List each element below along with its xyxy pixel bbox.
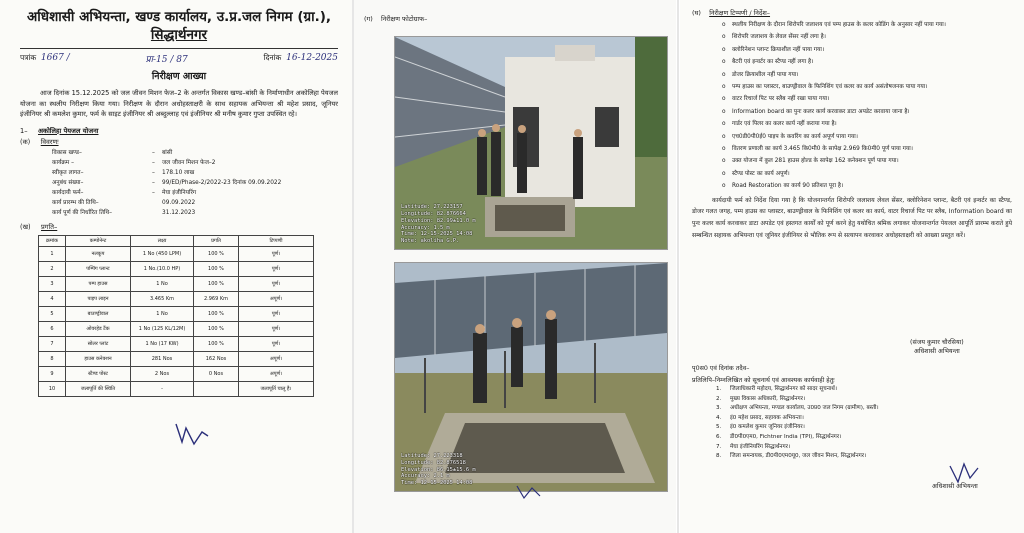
photo-1-geotag (401, 204, 476, 245)
sub-a-title: विवरणः (40, 137, 59, 146)
detail-value: जल जीवन मिशन फेज–2 (162, 159, 216, 166)
direction-paragraph: कार्यदायी फर्म को निर्देश दिया गया है कि योजनान्तर्गत शिरोपरि जलाशय लेवल सेंसर, क्लोरिनेशन प्लान्ट, बैटरी एवं इन्वर्टर का स्टैण्ड, डोजर गलत जगह, पम्प हाउस का प्लास्टर, बाउण्ड्रीवाल के फिनिशिंग एवं कलर का कार्य, वाटर रिचार्ज पिट पर स्लैब, Information board का पुनः कलर कार्य करवाकर डाटा अपडेट एवं हस्तगत कार्यों को पूर्ण करने हेतु यथोचित श्रमिक लगाकर योजनान्तर्गत पेयजल आपूर्ति प्रारम्भ कराते हुये सम्बन्धित सहायक अभियन्ता एवं जूनियर इंजीनियर से भौतिक रूप से सत्यापन करवाकर अधोहस्ताक्षरी को आख्या प्रस्तुत करें। (692, 196, 1012, 240)
table-cell: 281 Nos (131, 351, 194, 366)
detail-sep: – (152, 159, 155, 166)
sub-b-title: प्रगति– (41, 222, 58, 231)
list-item: 2. मुख्य विकास अधिकारी, सिद्धार्थनगर। (716, 395, 1012, 405)
list-item: o स्टैण्ड पोस्ट का कार्य अपूर्ण। (722, 168, 1012, 180)
table-cell: पम्पिंग प्लान्ट (66, 261, 131, 276)
table-cell: पूर्ण। (239, 306, 314, 321)
cc-recipient: अधीक्षण अभियन्ता, मण्डल कार्यालय, उ0प्र0 जल निगम (ग्रामीण), बस्ती। (730, 405, 879, 412)
office-header-line1: अधिशासी अभियन्ता, खण्ड कार्यालय, उ.प्र.जल निगम (ग्रा.), (26, 9, 332, 25)
detail-value: 31.12.2023 (162, 209, 196, 216)
details-list (34, 148, 338, 218)
table-cell: 10 (39, 381, 66, 396)
table-cell: 2.969 Km (194, 291, 239, 306)
list-item: 6. डी0पी0एम0, Fichtner India (TPI), सिद्धार्थनगर। (716, 433, 1012, 443)
table-cell: 100 % (194, 276, 239, 291)
table-cell: हाउस कनेक्शन (66, 351, 131, 366)
section-1-title: अकोलिहा पेयजल योजना (37, 126, 99, 135)
cc-recipient: मुख्य विकास अधिकारी, सिद्धार्थनगर। (730, 395, 806, 402)
table-cell: बाउण्ड्रीवाल (66, 306, 131, 321)
detail-row (34, 208, 338, 218)
table-cell: 5 (39, 306, 66, 321)
list-item: o वितरण प्रणाली का कार्य 3.465 कि0मी0 के सापेक्ष 2.969 कि0मी0 पूर्ण पाया गया। (722, 143, 1012, 155)
detail-label: कार्यदायी फर्म– (52, 189, 84, 196)
table-cell: ओवरहेड टैंक (66, 321, 131, 336)
sub-b-heading (20, 222, 338, 231)
table-cell: पूर्ण। (239, 246, 314, 261)
table-cell: 3 (39, 276, 66, 291)
detail-value: मेघा इंजीनियरिंग (162, 189, 197, 196)
table-cell: पूर्ण। (239, 336, 314, 351)
cc-recipient: जिलाधिकारी महोदय, सिद्धार्थनगर को सादर सूचनार्थ। (730, 386, 837, 392)
geotag-line: Time: 12-15-2025 14:08 (401, 231, 473, 238)
detail-sep (152, 208, 162, 218)
detail-value: बांसी (162, 149, 173, 156)
list-item: 3. अधीक्षण अभियन्ता, मण्डल कार्यालय, उ0प्र0 जल निगम (ग्रामीण), बस्ती। (716, 404, 1012, 414)
office-header-line2: सिद्धार्थनगर (150, 27, 208, 43)
photos-label: (ग) (364, 15, 373, 23)
site-photo-pump-house (394, 36, 668, 250)
table-cell: 1 No (450 LPM) (131, 246, 194, 261)
photos-heading (364, 14, 668, 23)
table-cell: 2 Nos (131, 366, 194, 381)
remarks-heading (692, 8, 1012, 17)
progress-table-column-header: कम्पोनेन्ट (66, 235, 131, 246)
table-cell: पूर्ण। (239, 321, 314, 336)
table-cell: जलापूर्ति चालू है। (239, 381, 314, 396)
table-cell: अपूर्ण। (239, 291, 314, 306)
table-cell: 1 No (131, 306, 194, 321)
table-cell: अपूर्ण। (239, 366, 314, 381)
cc-list (716, 385, 1012, 462)
report-title: निरीक्षण आख्या (151, 71, 207, 82)
ref-code: प्रा-15 / 87 (145, 54, 188, 65)
table-row (39, 306, 314, 321)
detail-value: 09.09.2022 (162, 199, 196, 206)
table-cell: 3.465 Km (131, 291, 194, 306)
footer-signatory-title: अधिशासी अभियन्ता (932, 483, 978, 490)
detail-sep (152, 198, 162, 208)
table-cell: 162 Nos (194, 351, 239, 366)
progress-table-column-header: क्रमांक (39, 235, 66, 246)
detail-label: स्वीकृत लागत– (52, 169, 84, 176)
table-cell: 4 (39, 291, 66, 306)
table-cell: 7 (39, 336, 66, 351)
detail-row (34, 148, 338, 158)
progress-table-column-header: प्रगति (194, 235, 239, 246)
table-cell: पूर्ण। (239, 261, 314, 276)
detail-row (34, 198, 338, 208)
sub-a-number: (क) (20, 137, 31, 146)
detail-row (34, 178, 338, 188)
table-cell: 2 (39, 261, 66, 276)
table-cell: 9 (39, 366, 66, 381)
signatory-name: (संजय कुमार चौरसिया) (910, 339, 964, 346)
sub-b-number: (ख) (20, 222, 31, 231)
detail-label: कार्य पूर्ण की निर्धारित तिथि– (52, 209, 112, 216)
intro-paragraph: आज दिनांक 15.12.2025 को जल जीवन मिशन फेज–2 के अन्तर्गत विकास खण्ड–बांसी के निर्माणाधीन अकोलिहा पेयजल योजना का स्थलीय निरीक्षण किया गया। निरीक्षण के दौरान अधोहस्ताक्षरी के साथ सहायक अभियन्ता श्री महेश प्रसाद, जूनियर इंजीनियर श्री कमलेश कुमार, फर्म के साइट इंजीनियर श्री अब्दुल्लाह एवं इंजीनियर श्री मनीष कुमार गुप्ता उपस्थित रहे। (20, 89, 338, 118)
page-inspection-remarks (680, 0, 1024, 533)
section-1-number: 1– (20, 126, 28, 135)
table-cell: 1 No (131, 276, 194, 291)
geotag-line: Longitude: 82.876664 (401, 211, 466, 218)
table-cell: नलकूप (66, 246, 131, 261)
table-cell: पाइप लाइन (66, 291, 131, 306)
photo-2-geotag (401, 453, 476, 487)
list-item: 7. मेघा इंजीनियरिंग सिद्धार्थनगर। (716, 443, 1012, 453)
date-value: 16-12-2025 (286, 53, 338, 63)
list-item: o स्थलीय निरीक्षण के दौरान शिरोपरि जलाशय एवं पम्प हाउस के कलर कोडिंग के अनुसार नहीं पाया गया। (722, 19, 1012, 31)
list-item: o डोजर क्रियाशील नहीं पाया गया। (722, 69, 1012, 81)
table-cell: 6 (39, 321, 66, 336)
ref-label: पत्रांक (20, 53, 37, 62)
geotag-line: Accuracy: 2.1 m (401, 473, 450, 480)
table-row (39, 366, 314, 381)
geotag-line: Longitude: 82.876518 (401, 459, 466, 466)
table-row (39, 321, 314, 336)
detail-value: 99/ED/Phase-2/2022-23 दिनांक 09.09.2022 (162, 179, 282, 186)
remarks-title: निरीक्षण टिप्पणी / निर्देश– (709, 9, 771, 17)
table-cell: 100 % (194, 246, 239, 261)
sub-a-heading (20, 137, 338, 146)
detail-label: अनुबंध संख्या– (52, 179, 84, 186)
detail-sep: – (152, 189, 155, 196)
table-cell: पम्प हाउस (66, 276, 131, 291)
table-row (39, 291, 314, 306)
list-item: o Road Restoration का कार्य 90 प्रतिशत पूरा है। (722, 180, 1012, 192)
list-item: o पम्प हाउस का प्लास्टर, बाउण्ड्रीवाल के फिनिशिंग एवं कलर का कार्य असंतोषजनक पाया गया। (722, 81, 1012, 93)
table-cell: पूर्ण। (239, 276, 314, 291)
geotag-line: Accuracy: 1.5 m (401, 224, 450, 231)
table-cell: स्टैण्ड पोस्ट (66, 366, 131, 381)
remarks-number: (घ) (692, 9, 701, 17)
list-item: o क्लोरिनेशन प्लान्ट क्रियाशील नहीं पाया गया। (722, 44, 1012, 56)
list-item: 5. इं0 कमलेश कुमार जूनियर इंजीनियर। (716, 423, 1012, 433)
table-cell: 1 (39, 246, 66, 261)
detail-label: कार्य प्रारम्भ की तिथि– (52, 199, 99, 206)
table-cell: 1 No (17 KW) (131, 336, 194, 351)
cc-recipient: मेघा इंजीनियरिंग सिद्धार्थनगर। (730, 443, 791, 450)
geotag-line: Time: 12-15-2025 14:08 (401, 480, 473, 487)
table-cell: अपूर्ण। (239, 351, 314, 366)
table-cell: 100 % (194, 261, 239, 276)
detail-sep: – (152, 149, 155, 156)
signature-mark-2 (514, 482, 544, 502)
cc-recipient: जिला समन्वयक, डी0पी0एम0यू0, जल जीवन मिशन, सिद्धार्थनगर। (730, 453, 867, 460)
list-item: 1. जिलाधिकारी महोदय, सिद्धार्थनगर को सादर सूचनार्थ। (716, 385, 1012, 395)
ref-number: 1667 / (40, 53, 70, 63)
list-item: o Information board का पुनः कलर कार्य करवाकर डाटा अपडेट करवाया जाना है। (722, 106, 1012, 118)
table-cell: 1 No.(10.0 HP) (131, 261, 194, 276)
progress-table-header (39, 235, 314, 246)
page-separator-2 (677, 0, 679, 533)
table-cell: सोलर प्लांट (66, 336, 131, 351)
distribution-block (692, 364, 1012, 462)
list-item: o वाटर रिचार्ज पिट पर स्लैब नहीं रखा पाया गया। (722, 93, 1012, 105)
signature-mark-1 (172, 418, 212, 450)
office-header (20, 8, 338, 44)
list-item: o बैटरी एवं इन्वर्टर का स्टैण्ड नहीं लगा है। (722, 56, 1012, 68)
table-cell: 1 No (125 KL/12M) (131, 321, 194, 336)
progress-table (38, 235, 314, 397)
detail-row (34, 158, 338, 168)
table-cell: 100 % (194, 306, 239, 321)
page-inspection-report-1 (0, 0, 352, 533)
cc-recipient: इं0 महेश प्रसाद, सहायक अभियन्ता। (730, 414, 804, 421)
list-item: o एच0डी0पी0ई0 पाइप के कवरिंग का कार्य अपूर्ण पाया गया। (722, 131, 1012, 143)
detail-label: कार्यक्रम – (52, 159, 74, 166)
table-row (39, 381, 314, 396)
progress-table-column-header: लक्ष्य (131, 235, 194, 246)
table-cell (194, 381, 239, 396)
site-photo-solar-plant (394, 262, 668, 492)
date-label: दिनांक (263, 53, 282, 62)
geotag-line: Latitude: 27.223318 (401, 453, 463, 460)
table-cell: 0 Nos (194, 366, 239, 381)
signatory-title: अधिशासी अभियन्ता (913, 348, 960, 355)
table-cell: 100 % (194, 321, 239, 336)
section-1-heading (20, 126, 338, 135)
detail-label: विकास खण्ड– (52, 149, 82, 156)
table-cell: - (131, 381, 194, 396)
photos-title: निरीक्षण फोटोग्राफ– (381, 15, 428, 23)
cc-recipient: डी0पी0एम0, Fichtner India (TPI), सिद्धार्थनगर। (730, 433, 842, 440)
detail-value: 178.10 लाख (162, 169, 195, 176)
table-row (39, 351, 314, 366)
table-cell: 8 (39, 351, 66, 366)
table-cell: 100 % (194, 336, 239, 351)
cc-recipient: इं0 कमलेश कुमार जूनियर इंजीनियर। (730, 424, 805, 431)
detail-sep: – (152, 169, 155, 176)
header-rule (20, 48, 338, 49)
ref-line: पृ0स0 एवं दिनांक तदैव– (692, 365, 750, 372)
geotag-line: Elevation: 86.15±15.6 m (401, 466, 476, 473)
geotag-line: Elevation: 82.99±11.0 m (401, 217, 476, 224)
list-item: 8. जिला समन्वयक, डी0पी0एम0यू0, जल जीवन मिशन, सिद्धार्थनगर। (716, 452, 1012, 462)
geotag-line: Note: akoliha G.P. (401, 238, 460, 245)
list-item: o उक्त योजना में कुल 281 हाउस होल्ड के सापेक्ष 162 कनेक्शन पूर्ण पाया गया। (722, 155, 1012, 167)
table-cell: जलापूर्ति की स्थिति (66, 381, 131, 396)
list-item: o शिरोपरि जलाशय के लेवल सेंसर नहीं लगा है। (722, 31, 1012, 43)
table-row (39, 336, 314, 351)
geotag-line: Latitude: 27.223157 (401, 204, 463, 211)
reference-line (20, 51, 338, 65)
progress-table-column-header: टिप्पणी (239, 235, 314, 246)
list-item: o गार्डर एवं पिलर का कलर कार्य नहीं कराया गया है। (722, 118, 1012, 130)
detail-sep: – (152, 179, 155, 186)
detail-row (34, 188, 338, 198)
signatory-block (910, 338, 964, 356)
detail-row (34, 168, 338, 178)
cc-intro: प्रतिलिपि–निम्नलिखित को सूचनार्थ एवं आवश्यक कार्यवाही हेतुः (692, 377, 835, 384)
page-inspection-photos (354, 0, 676, 533)
table-row (39, 261, 314, 276)
observations-list (722, 19, 1012, 193)
table-row (39, 276, 314, 291)
table-row (39, 246, 314, 261)
list-item: 4. इं0 महेश प्रसाद, सहायक अभियन्ता। (716, 414, 1012, 424)
